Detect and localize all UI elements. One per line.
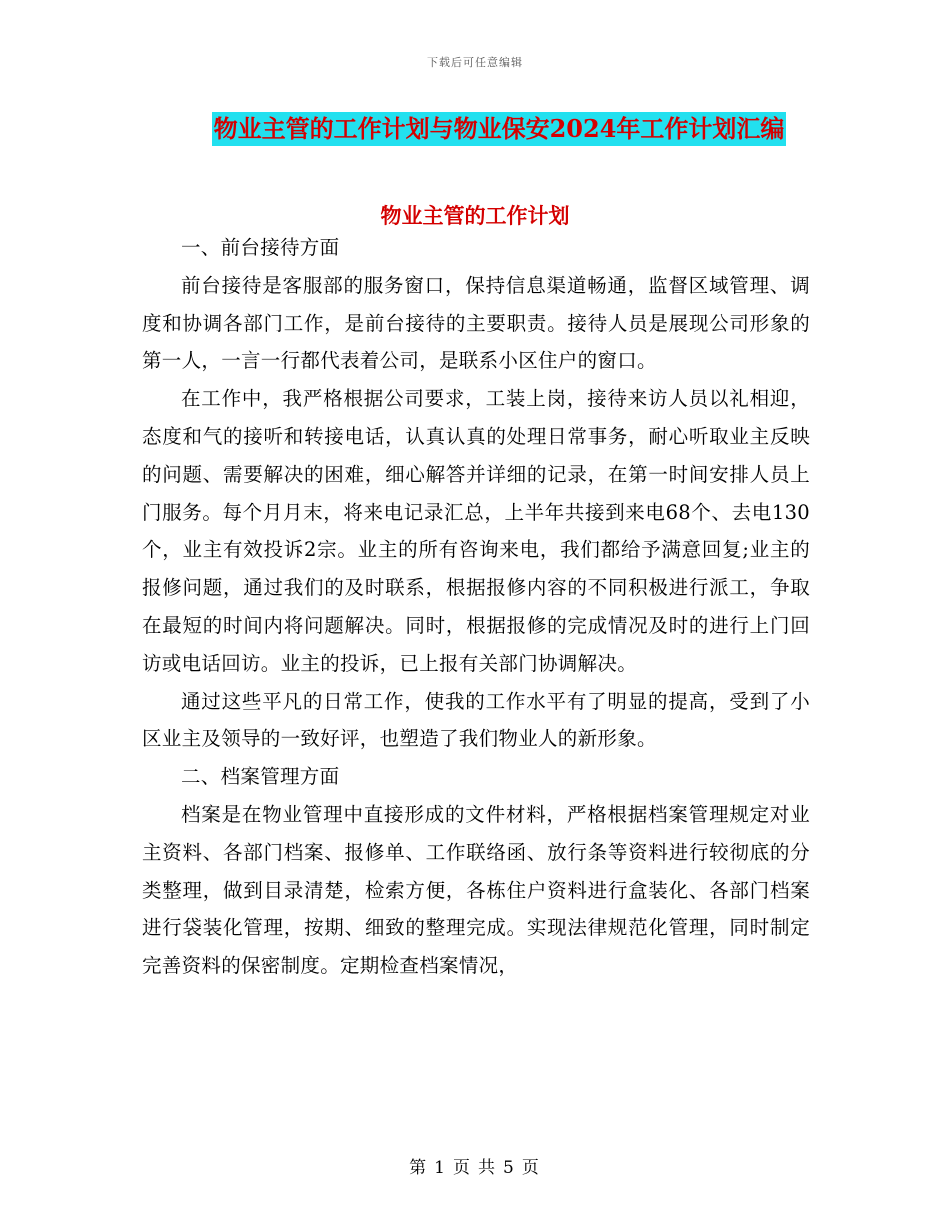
paragraph-reception-role: 前台接待是客服部的服务窗口，保持信息渠道畅通，监督区域管理、调度和协调各部门工作，是前台接待的主要职责。接待人员是展现公司形象的第一人，一言一行都代表着公司，是联系小区住户的窗口。 (142, 273, 810, 373)
page-label-prefix: 第 (409, 1158, 429, 1178)
page-footer (0, 1153, 950, 1178)
document-title-container (0, 112, 950, 146)
total-pages-number: 5 (503, 1158, 516, 1178)
paragraph-reception-result: 通过这些平凡的日常工作，使我的工作水平有了明显的提高，受到了小区业主及领导的一致好评，也塑造了我们物业人的新形象。 (142, 689, 810, 751)
section-heading-archives: 二、档案管理方面 (181, 765, 340, 789)
section-title: 物业主管的工作计划 (380, 203, 570, 228)
paragraph-reception-work: 在工作中，我严格根据公司要求，工装上岗，接待来访人员以礼相迎，态度和气的接听和转接电话，认真认真的处理日常事务，耐心听取业主反映的问题、需要解决的困难，细心解答并详细的记录，在第一时间安排人员上门服务。每个月月末，将来电记录汇总，上半年共接到来电68个、去电130个，业主有效投诉2宗。业主的所有咨询来电，我们都给予满意回复;业主的报修问题，通过我们的及时联系，根据报修内容的不同积极进行派工，争取在最短的时间内将问题解决。同时，根据报修的完成情况及时的进行上门回访或电话回访。业主的投诉，已上报有关部门协调解决。 (142, 387, 810, 675)
header-note: 下载后可任意编辑 (427, 56, 523, 69)
page-label-suffix: 页 (521, 1158, 541, 1178)
document-title: 物业主管的工作计划与物业保安2024年工作计划汇编 (212, 112, 787, 146)
document-body (142, 226, 810, 985)
page-label-mid1: 页 (453, 1158, 472, 1178)
paragraph-archives: 档案是在物业管理中直接形成的文件材料，严格根据档案管理规定对业主资料、各部门档案、报修单、工作联络函、放行条等资料进行较彻底的分类整理，做到目录清楚，检索方便，各栋住户资料进行盒装化、各部门档案进行袋装化管理，按期、细致的整理完成。实现法律规范化管理，同时制定完善资料的保密制度。定期检查档案情况， (142, 802, 810, 978)
current-page-number: 1 (434, 1158, 447, 1178)
section-heading-reception: 一、前台接待方面 (181, 236, 340, 259)
page-label-mid2: 共 (478, 1158, 497, 1178)
